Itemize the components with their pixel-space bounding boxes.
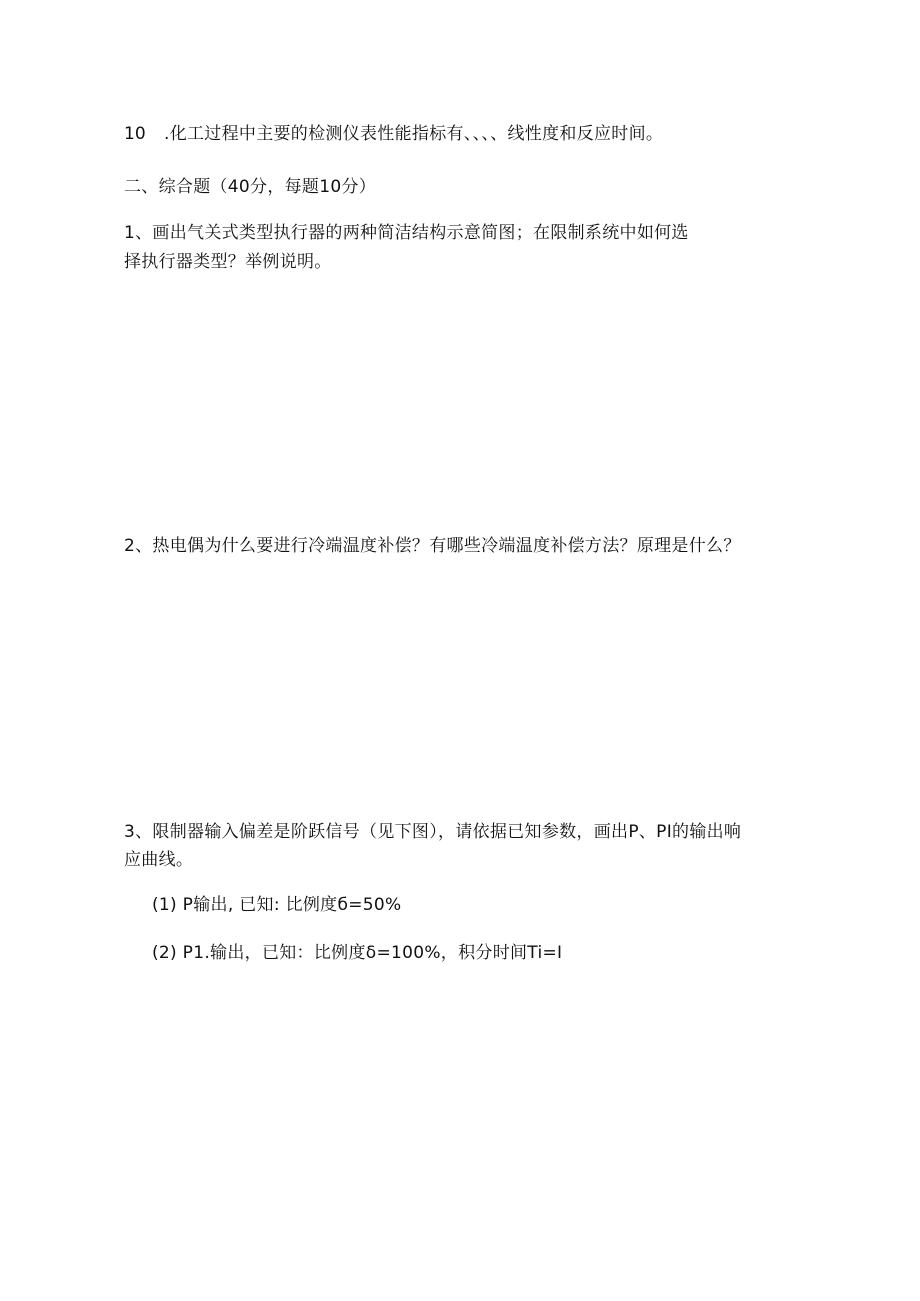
question-3-sub-1: (1) P输出, 已知: 比例度б=50%	[152, 895, 402, 915]
question-1-line-1: 1、画出气关式类型执行器的两种简洁结构示意简图；在限制系统中如何选	[124, 223, 689, 243]
question-3-line-1: 3、限制器输入偏差是阶跃信号（见下图），请依据已知参数，画出P、PI的输出响	[124, 822, 742, 842]
question-10-number: 10	[124, 124, 146, 144]
section-two-heading: 二、综合题（40分，每题10分）	[124, 177, 377, 197]
question-3-sub-2: (2) P1.输出，已知：比例度δ=100%，积分时间Ti=I	[152, 943, 563, 963]
question-1-line-2: 择执行器类型？举例说明。	[124, 252, 332, 272]
question-3-line-2: 应曲线。	[124, 850, 194, 870]
question-10-text: .化工过程中主要的检测仪表性能指标有、、、、线性度和反应时间。	[164, 124, 664, 144]
question-2-line-1: 2、热电偶为什么要进行冷端温度补偿？有哪些冷端温度补偿方法？原理是什么？	[124, 536, 741, 556]
